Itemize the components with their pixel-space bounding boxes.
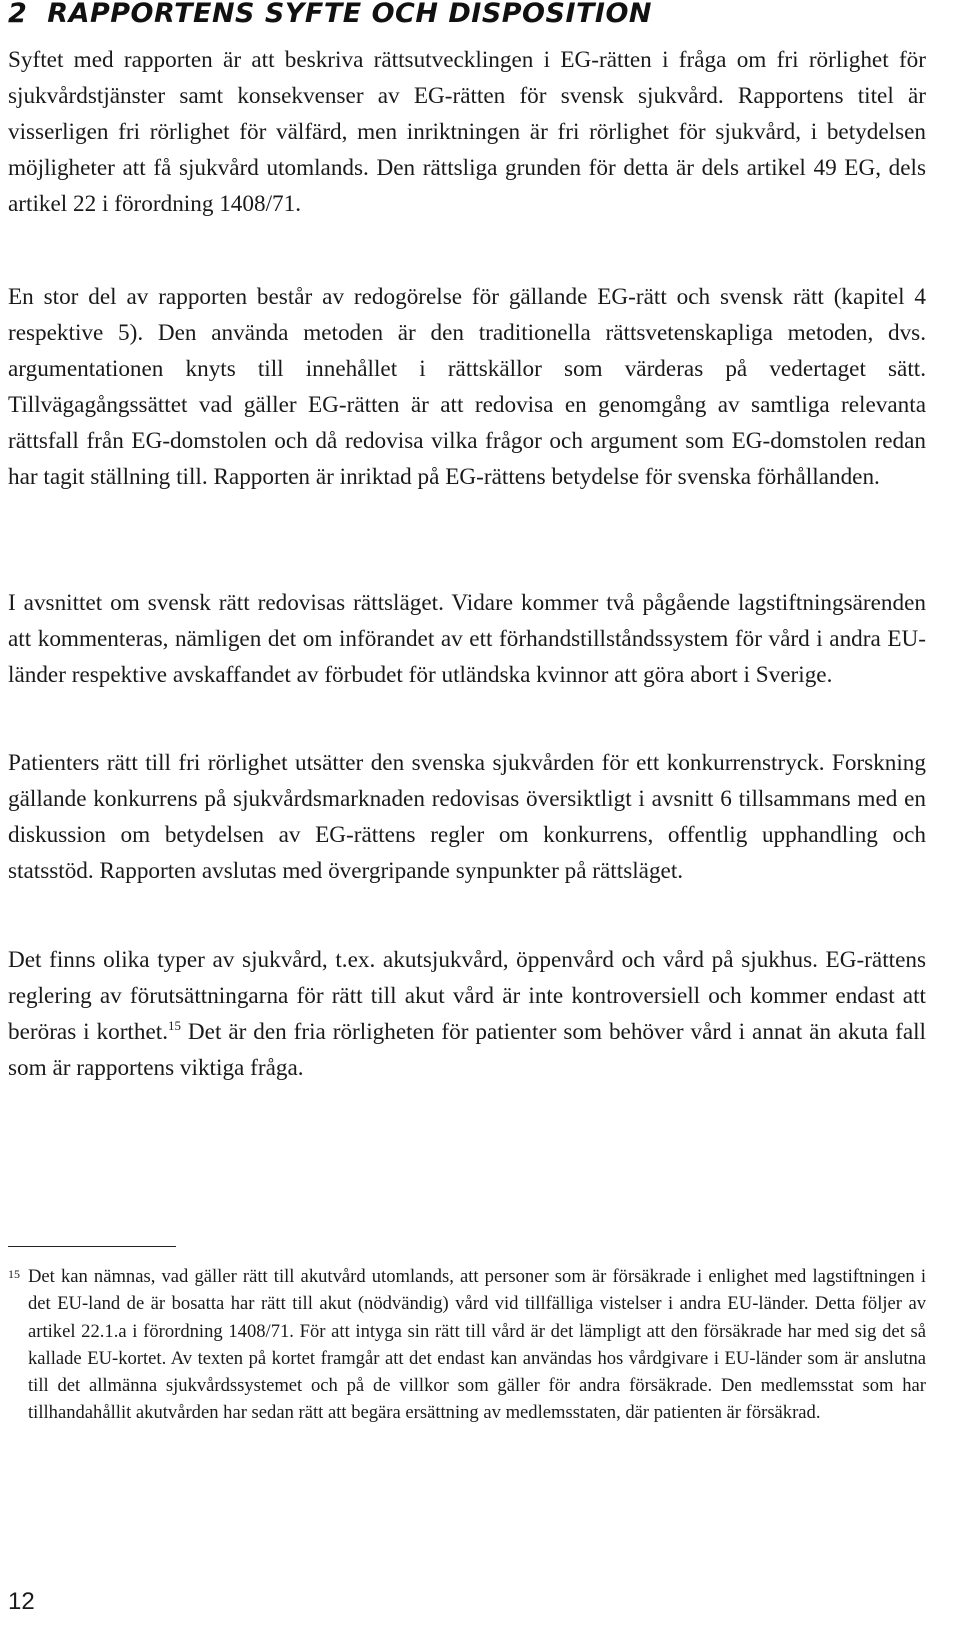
paragraph: En stor del av rapporten består av redogörelse för gällande EG-rätt och svensk rätt (kapitel 4 respektive 5). Den använda metoden är den traditionella rättsvetenskapliga metoden, dvs. argumentationen knyts till innehållet i rättskällor som värderas på vedertaget sätt. Tillvägagångssättet vad gäller EG-rätten är att redovisa en genomgång av samtliga relevanta rättsfall från EG-domstolen och då redovisa vilka frågor och argument som EG-domstolen redan har tagit ställning till. Rapporten är inriktad på EG-rättens betydelse för svenska förhållanden. — [8, 284, 926, 491]
section-title: RAPPORTENS SYFTE OCH DISPOSITION — [47, 0, 653, 29]
paragraph: Patienters rätt till fri rörlighet utsätter den svenska sjukvården för ett konkurrenstryck. Forskning gällande konkurrens på sjukvårdsmarknaden redovisas översiktligt i avsnitt 6 tillsammans med en diskussion om betydelsen av EG-rättens regler om konkurrens, offentlig upphandling och statsstöd. Rapporten avslutas med övergripande synpunkter på rättsläget. — [8, 750, 926, 885]
paragraph: I avsnittet om svensk rätt redovisas rättsläget. Vidare kommer två pågående lagstiftningsärenden att kommenteras, nämligen det om införandet av ett förhandstillståndssystem för vård i andra EU-länder respektive avskaffandet av förbudet för utländska kvinnor att göra abort i Sverige. — [8, 590, 926, 689]
footnote-number: 15 — [8, 1267, 20, 1281]
section-number: 2 — [8, 0, 28, 29]
paragraph-text: Det är den fria rörligheten för patienter som behöver vård i annat än akuta fall som är rapportens viktiga fråga. — [8, 1019, 926, 1082]
footnote-reference[interactable]: 15 — [168, 1018, 181, 1034]
footnote-text: Det kan nämnas, vad gäller rätt till akutvård utomlands, att personer som är försäkrade i enlighet med lagstiftningen i det EU-land de är bosatta har rätt till akut (nödvändig) vård vid tillfälliga vistelser i andra EU-länder. Detta följer av artikel 22.1.a i förordning 1408/71. För att intyga sin rätt till vård är det lämpligt att den försäkrade har med sig det så kallade EU-kortet. Av texten på kortet framgår att det endast kan användas hos vårdgivare i EU-länder som är anslutna till det allmänna sjukvårdssystemet och på de villkor som gäller för andra försäkrade. Den medlemsstat som har tillhandahållit akutvården har sedan rätt att begära ersättning av medlemsstaten, där patienten är försäkrad. — [28, 1266, 926, 1424]
paragraph: Syftet med rapporten är att beskriva rättsutvecklingen i EG-rätten i fråga om fri rörlighet för sjukvårdstjänster samt konsekvenser av EG-rätten för svensk sjukvård. Rapportens titel är visserligen fri rörlighet för välfärd, men inriktningen är fri rörlighet för sjukvård, i betydelsen möjligheter att få sjukvård utomlands. Den rättsliga grunden för detta är dels artikel 49 EG, dels artikel 22 i förordning 1408/71. — [8, 47, 926, 218]
section-heading — [8, 0, 652, 30]
paragraph-text: Det finns olika typer av sjukvård, t.ex. akutsjukvård, öppenvård och vård på sjukhus. EG-rättens reglering av förutsättningarna för rätt till akut vård är inte kontroversiell och kommer endast att beröras i korthet. — [8, 947, 926, 1046]
footnote-divider — [8, 1246, 176, 1247]
page-number: 12 — [8, 1588, 35, 1615]
paragraph — [8, 942, 926, 1086]
